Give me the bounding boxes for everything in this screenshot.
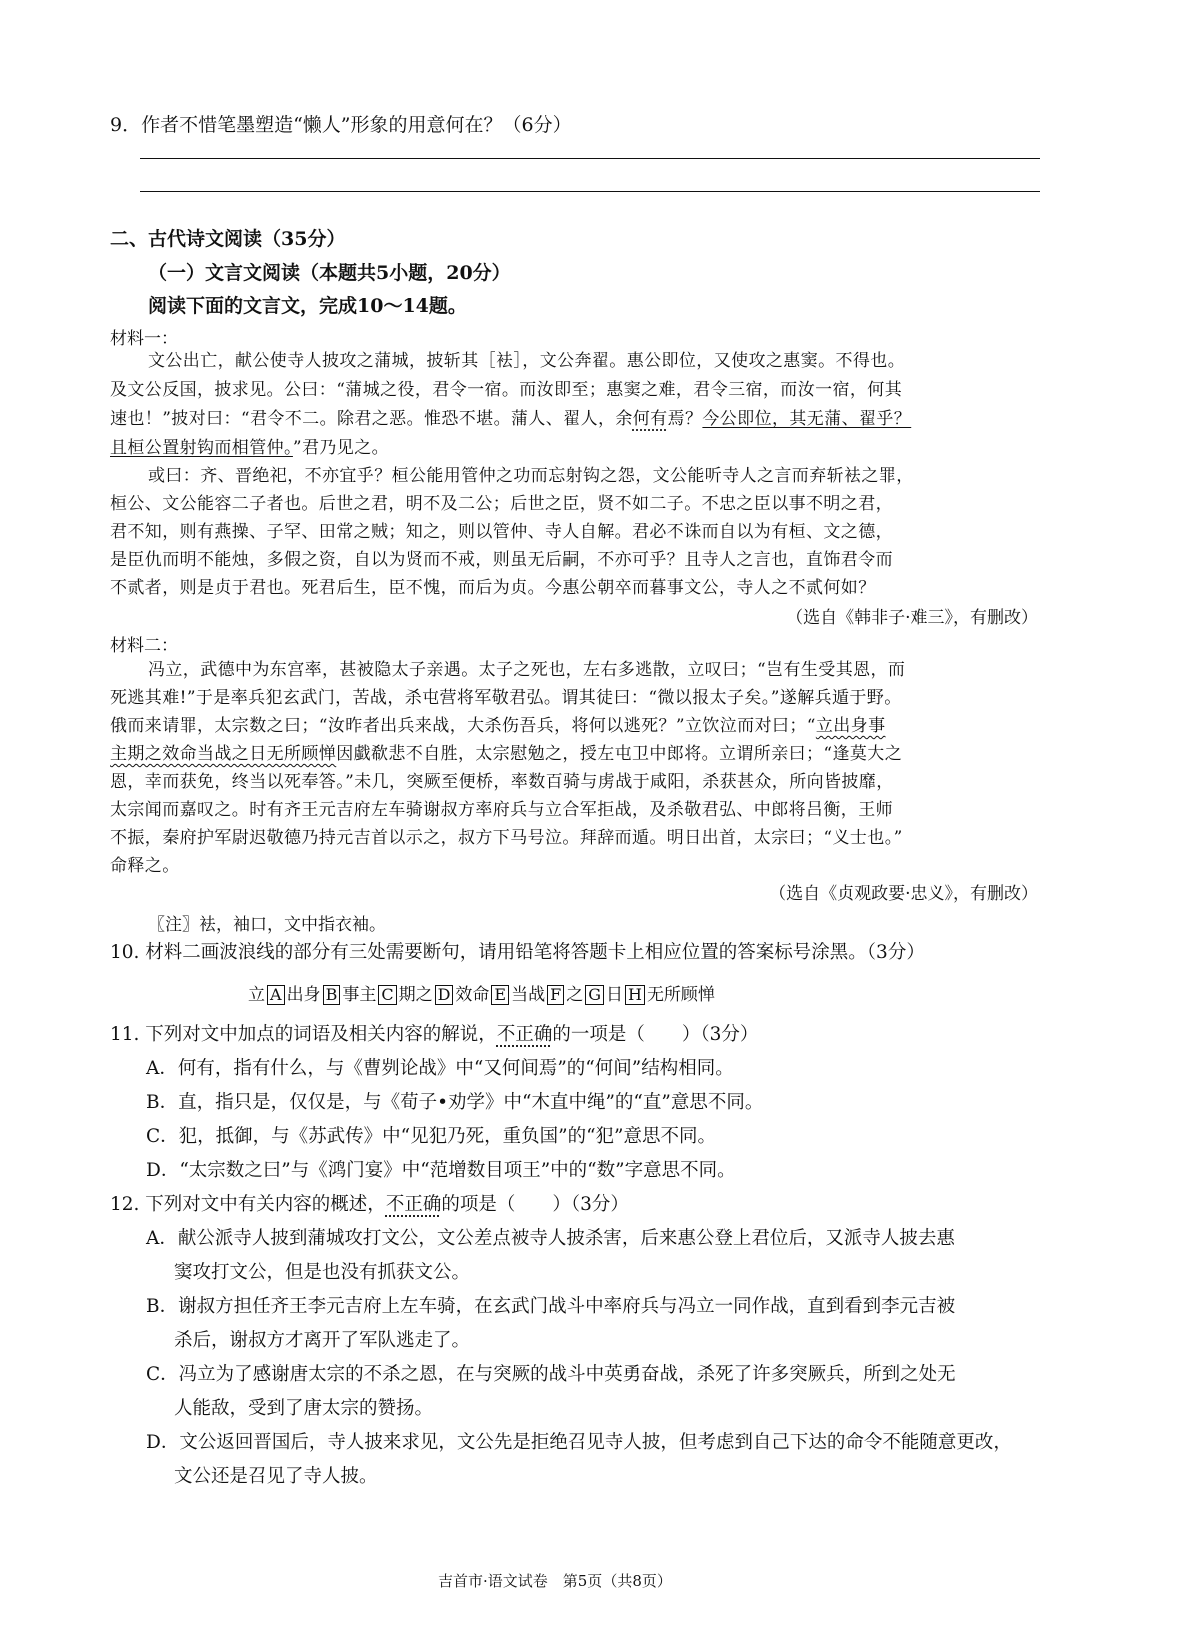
question-12	[110, 1192, 629, 1218]
q12-option-b: B．谢叔方担任齐王李元吉府上左车骑，在玄武门战斗中率府兵与冯立一同作战，直到看到李元吉被	[146, 1296, 956, 1317]
q12-stem: 12. 下列对文中有关内容的概述，	[110, 1194, 386, 1215]
m1-line: 是臣仇而明不能烛，多假之资，自以为贤而不戒，则虽无后嗣，不亦可乎？且寺人之言也，直饰君令而	[110, 550, 893, 570]
q10-box-c: C	[378, 985, 396, 1005]
material-2-label: 材料二：	[110, 636, 178, 656]
m1-text: 速也！”披对曰：“君令不二。除君之恶。惟恐不堪。蒲人、翟人，余	[110, 409, 633, 429]
q10-segment: 出身	[286, 985, 321, 1005]
m2-line: 冯立，武德中为东宫率，甚被隐太子亲遇。太子之死也，左右多逃散，立叹曰；“岂有生受其恩，而	[148, 660, 906, 680]
q11-option-d: D．“太宗数之曰”与《鸿门宴》中“范增数目项王”中的“数”字意思不同。	[146, 1160, 736, 1181]
m2-text: 俄而来请罪，太宗数之曰；“汝昨者出兵来战，大杀伤吾兵，将何以逃死？”立饮泣而对曰；“	[110, 716, 816, 736]
m1-text: ”君乃见之。	[292, 438, 389, 458]
m1-line: 文公出亡，献公使寺人披攻之蒲城，披斩其［袪］，文公奔翟。惠公即位，又使攻之惠窦。不得也。	[148, 351, 906, 371]
q10-box-g: G	[585, 985, 604, 1005]
q11-stem-end: 的一项是（ ）（3分）	[552, 1024, 759, 1045]
m1-line	[110, 406, 911, 432]
q12-option-b-cont: 杀后，谢叔方才离开了军队逃走了。	[174, 1330, 471, 1351]
q10-segment: 当战	[511, 985, 546, 1005]
q12-option-a-cont: 窦攻打文公，但是也没有抓获文公。	[174, 1262, 471, 1283]
q11-option-b: B．直，指只是，仅仅是，与《荀子•劝学》中“木直中绳”的“直”意思不同。	[146, 1092, 764, 1113]
q10-segment: 日	[605, 985, 623, 1005]
m2-line: 恩，幸而获免，终当以死奉答。”未几，突厥至便桥，率数百骑与虏战于咸阳，杀获甚众，所向皆披靡，	[110, 772, 894, 792]
instruction: 阅读下面的文言文，完成10～14题。	[148, 295, 467, 317]
q11-option-c: C．犯，抵御，与《苏武传》中“见犯乃死，重负国”的“犯”意思不同。	[146, 1126, 716, 1147]
wavy-segment: 主期之效命当战之日无所顾惮	[110, 744, 337, 764]
q10-segment: 效命	[455, 985, 490, 1005]
q10-segment: 立	[248, 985, 265, 1005]
m2-line: 死逃其难!”于是率兵犯玄武门，苦战，杀屯营将军敬君弘。谓其徒曰：“微以报太子矣。”遂解兵遁于野。	[110, 688, 902, 708]
dotted-word-heyou: 何有	[632, 409, 668, 429]
question-10: 10. 材料二画波浪线的部分有三处需要断句，请用铅笔将答题卡上相应位置的答案标号涂黑。（3分）	[110, 942, 925, 963]
q12-option-a: A．献公派寺人披到蒲城攻打文公，文公差点被寺人披杀害，后来惠公登上君位后，又派寺人披去惠	[146, 1228, 955, 1249]
underlined-sentence: 今公即位，其无蒲、翟乎？	[702, 409, 912, 429]
m1-line: 君不知，则有燕操、子罕、田常之贼；知之，则以管仲、寺人自解。君必不诛而自以为有桓、文之德，	[110, 522, 893, 542]
q10-segments	[248, 980, 715, 1005]
q11-option-a: A．何有，指有什么，与《曹刿论战》中“又何间焉”的“何间”结构相同。	[146, 1058, 734, 1079]
q10-segment: 之	[566, 985, 584, 1005]
q12-option-c: C．冯立为了感谢唐太宗的不杀之恩，在与突厥的战斗中英勇奋战，杀死了许多突厥兵，所到之处无	[146, 1364, 956, 1385]
q12-option-c-cont: 人能敌，受到了唐太宗的赞扬。	[174, 1398, 434, 1419]
m1-text: 焉？	[667, 409, 703, 429]
m2-line	[110, 741, 902, 767]
q10-box-e: E	[491, 985, 509, 1005]
q11-emphasis: 不正确	[496, 1024, 553, 1045]
m2-line	[110, 713, 885, 739]
answer-line-1	[140, 158, 1040, 159]
material-1-source: （选自《韩非子·难三》，有删改）	[786, 608, 1038, 628]
q12-emphasis: 不正确	[385, 1194, 442, 1215]
q10-box-a: A	[267, 985, 285, 1005]
m1-line: 或曰：齐、晋绝祀，不亦宜乎？桓公能用管仲之功而忘射钩之怨，文公能听寺人之言而弃斩袪之罪，	[148, 466, 914, 486]
material-2-source: （选自《贞观政要·忠义》，有删改）	[769, 884, 1038, 904]
q10-segment: 期之	[398, 985, 433, 1005]
m1-line: 桓公、文公能容二子者也。后世之君，明不及二公；后世之臣，贤不如二子。不忠之臣以事不明之君，	[110, 494, 893, 514]
q10-box-h: H	[625, 985, 645, 1005]
q11-stem: 11. 下列对文中加点的词语及相关内容的解说，	[110, 1024, 497, 1045]
m1-line	[110, 435, 389, 461]
m1-line: 及文公反国，披求见。公曰：“蒲城之役，君令一宿。而汝即至；惠窦之难，君令三宿，而汝一宿，何其	[110, 380, 903, 400]
answer-line-2	[140, 191, 1040, 192]
page-footer: 吉首市·语文试卷 第5页（共8页）	[438, 1572, 672, 1590]
m2-text: 因戱欷悲不自胜，太宗慰勉之，授左屯卫中郎将。立谓所亲曰；“逢莫大之	[336, 744, 903, 764]
question-11	[110, 1022, 758, 1048]
question-9: 9．作者不惜笔墨塑造“懒人”形象的用意何在？（6分）	[110, 114, 572, 136]
q12-option-d: D．文公返回晋国后，寺人披来求见，文公先是拒绝召见寺人披，但考虑到自己下达的命令不能随意更改，	[146, 1432, 1012, 1453]
m2-line: 不振，秦府护军尉迟敬德乃持元吉首以示之，叔方下马号泣。拜辞而遁。明日出首，太宗曰；“义士也。”	[110, 828, 903, 848]
underlined-sentence: 且桓公置射钩而相管仲。	[110, 438, 293, 458]
q10-segment: 无所顾惮	[646, 985, 715, 1005]
q10-segment: 事主	[342, 985, 377, 1005]
m1-line: 不贰者，则是贞于君也。死君后生，臣不愧，而后为贞。今惠公朝卒而暮事文公，寺人之不贰何如？	[110, 578, 876, 598]
note: 〖注〗袪，袖口，文中指衣袖。	[148, 915, 386, 935]
subsection-title: （一）文言文阅读（本题共5小题，20分）	[148, 262, 511, 284]
m2-line: 命释之。	[110, 856, 180, 876]
q10-box-b: B	[323, 985, 341, 1005]
m2-line: 太宗闻而嘉叹之。时有齐王元吉府左车骑谢叔方率府兵与立合军拒战，及杀敬君弘、中郎将吕衡，王师	[110, 800, 893, 820]
material-1-label: 材料一：	[110, 329, 178, 349]
q10-box-d: D	[435, 985, 454, 1005]
q12-stem-end: 的项是（ ）（3分）	[441, 1194, 629, 1215]
wavy-segment: 立出身事	[815, 716, 886, 736]
q12-option-d-cont: 文公还是召见了寺人披。	[174, 1466, 378, 1487]
section-title: 二、古代诗文阅读（35分）	[110, 228, 346, 250]
q10-box-f: F	[547, 985, 564, 1005]
